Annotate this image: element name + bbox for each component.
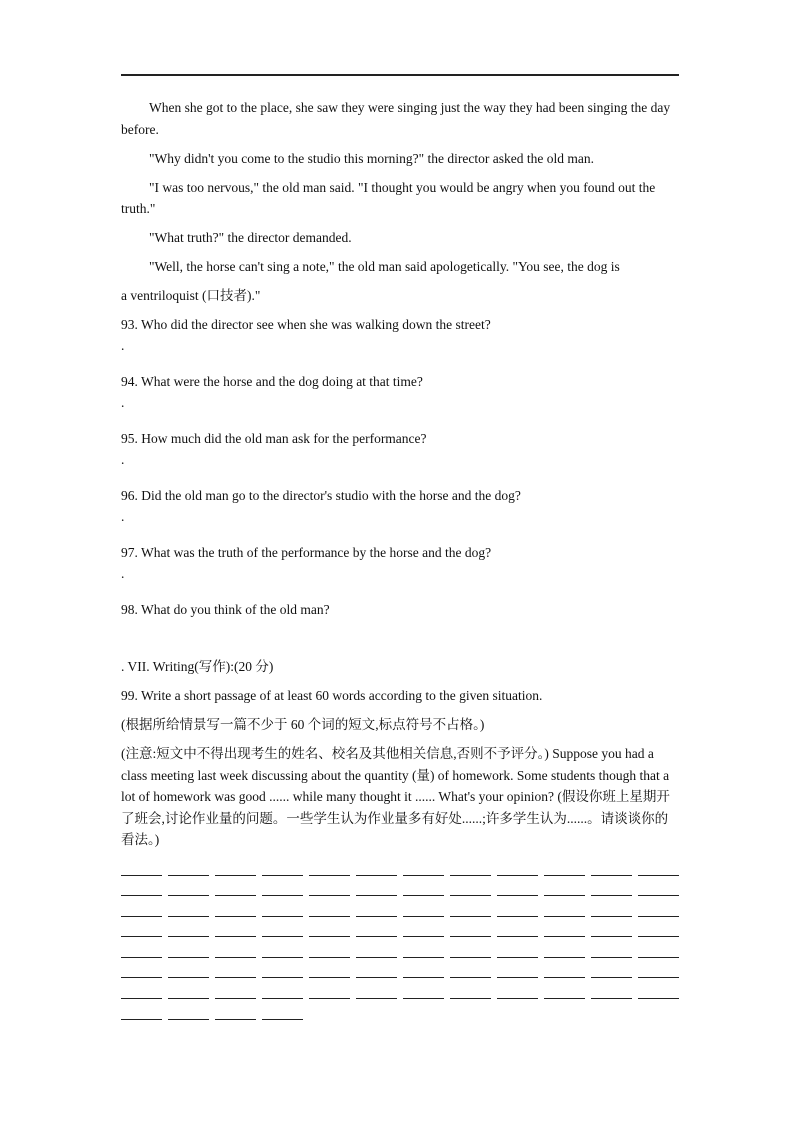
writing-blank[interactable] xyxy=(403,988,444,999)
question-94: 94. What were the horse and the dog doing at that time? xyxy=(121,374,423,389)
writing-blank[interactable] xyxy=(638,988,679,999)
writing-blank[interactable] xyxy=(121,865,162,876)
writing-blank[interactable] xyxy=(121,947,162,958)
answer-line-95[interactable]: . xyxy=(121,452,125,467)
writing-blank[interactable] xyxy=(121,885,162,896)
writing-blank[interactable] xyxy=(497,885,538,896)
writing-blank[interactable] xyxy=(497,926,538,937)
answer-line-93[interactable]: . xyxy=(121,338,125,353)
writing-blank[interactable] xyxy=(638,947,679,958)
writing-blank[interactable] xyxy=(309,926,350,937)
writing-blank[interactable] xyxy=(168,967,209,978)
writing-blank[interactable] xyxy=(121,967,162,978)
writing-blank[interactable] xyxy=(262,988,303,999)
writing-blank[interactable] xyxy=(168,926,209,937)
writing-blank[interactable] xyxy=(356,906,397,917)
writing-blank[interactable] xyxy=(215,967,256,978)
answer-line-97[interactable]: . xyxy=(121,566,125,581)
writing-blank[interactable] xyxy=(403,947,444,958)
writing-blank[interactable] xyxy=(497,967,538,978)
writing-blank[interactable] xyxy=(356,865,397,876)
question-98: 98. What do you think of the old man? xyxy=(121,602,330,617)
writing-blank[interactable] xyxy=(262,885,303,896)
writing-blank[interactable] xyxy=(168,865,209,876)
writing-blank[interactable] xyxy=(168,1009,209,1020)
writing-blank[interactable] xyxy=(403,865,444,876)
writing-blank[interactable] xyxy=(638,885,679,896)
answer-line-96[interactable]: . xyxy=(121,509,125,524)
writing-blank[interactable] xyxy=(403,926,444,937)
writing-blank[interactable] xyxy=(168,947,209,958)
question-93: 93. Who did the director see when she was walking down the street? xyxy=(121,317,491,332)
writing-blank[interactable] xyxy=(121,988,162,999)
writing-blank[interactable] xyxy=(309,988,350,999)
writing-blank[interactable] xyxy=(591,967,632,978)
writing-answer-blanks[interactable] xyxy=(121,863,679,1028)
writing-blank[interactable] xyxy=(591,906,632,917)
writing-blank[interactable] xyxy=(544,865,585,876)
writing-blank[interactable] xyxy=(168,988,209,999)
writing-blank[interactable] xyxy=(356,947,397,958)
writing-blank[interactable] xyxy=(215,906,256,917)
writing-blank[interactable] xyxy=(309,885,350,896)
writing-blank[interactable] xyxy=(591,926,632,937)
writing-blank[interactable] xyxy=(544,967,585,978)
writing-blank[interactable] xyxy=(591,947,632,958)
writing-instruction: (根据所给情景写一篇不少于 60 个词的短文,标点符号不占格。) xyxy=(121,717,485,732)
writing-blank[interactable] xyxy=(262,906,303,917)
writing-blank[interactable] xyxy=(403,906,444,917)
writing-blank[interactable] xyxy=(497,865,538,876)
passage-paragraph: "Well, the horse can't sing a note," the old man said apologetically. "You see, the dog is xyxy=(149,259,620,274)
writing-blank[interactable] xyxy=(168,906,209,917)
passage-paragraph: "I was too nervous," the old man said. "I thought you would be angry when you found out the truth." xyxy=(121,179,656,216)
writing-blank[interactable] xyxy=(262,967,303,978)
writing-blank[interactable] xyxy=(356,885,397,896)
writing-blank[interactable] xyxy=(262,1009,303,1020)
writing-situation: (注意:短文中不得出现考生的姓名、校名及其他相关信息,否则不予评分。) Suppose you had a class meeting last week discussing about the quantity (量) of homework. Some students though that a lot of homework was good ...... while many thought it ...... What's your opinion? (假设你班上星期开了班会,讨论作业量的问题。一些学生认为作业量多有好处......;许多学生认为......。请谈谈你的看法。) xyxy=(121,746,670,847)
writing-blank[interactable] xyxy=(121,906,162,917)
writing-blank[interactable] xyxy=(497,906,538,917)
writing-blank[interactable] xyxy=(544,926,585,937)
writing-blank[interactable] xyxy=(544,988,585,999)
writing-blank[interactable] xyxy=(262,865,303,876)
writing-section-title: . VII. Writing(写作):(20 分) xyxy=(121,659,274,674)
passage-paragraph: "What truth?" the director demanded. xyxy=(149,230,352,245)
writing-blank[interactable] xyxy=(121,926,162,937)
writing-blank[interactable] xyxy=(544,947,585,958)
writing-blank[interactable] xyxy=(262,947,303,958)
passage-paragraph: "Why didn't you come to the studio this morning?" the director asked the old man. xyxy=(149,150,594,166)
writing-blank[interactable] xyxy=(215,1009,256,1020)
writing-blank[interactable] xyxy=(497,988,538,999)
writing-blank[interactable] xyxy=(309,947,350,958)
writing-blank[interactable] xyxy=(450,885,491,896)
writing-blank[interactable] xyxy=(450,865,491,876)
writing-blank[interactable] xyxy=(309,906,350,917)
writing-blank[interactable] xyxy=(544,885,585,896)
passage-paragraph: a ventriloquist (口技者)." xyxy=(121,288,261,303)
writing-blank[interactable] xyxy=(450,926,491,937)
writing-blank[interactable] xyxy=(356,967,397,978)
question-97: 97. What was the truth of the performance by the horse and the dog? xyxy=(121,545,492,560)
writing-blank[interactable] xyxy=(309,865,350,876)
answer-line-94[interactable]: . xyxy=(121,395,125,410)
writing-blank[interactable] xyxy=(356,988,397,999)
writing-blank[interactable] xyxy=(497,947,538,958)
writing-blank[interactable] xyxy=(591,885,632,896)
writing-blank[interactable] xyxy=(450,988,491,999)
writing-blank[interactable] xyxy=(168,885,209,896)
writing-blank[interactable] xyxy=(215,926,256,937)
writing-blank[interactable] xyxy=(450,906,491,917)
answer-line-98[interactable] xyxy=(121,620,679,656)
writing-blank[interactable] xyxy=(215,885,256,896)
writing-blank[interactable] xyxy=(450,947,491,958)
writing-blank[interactable] xyxy=(215,865,256,876)
writing-blank[interactable] xyxy=(638,967,679,978)
question-96: 96. Did the old man go to the director's studio with the horse and the dog? xyxy=(121,488,521,503)
writing-blank[interactable] xyxy=(638,926,679,937)
writing-blank[interactable] xyxy=(403,885,444,896)
writing-blank[interactable] xyxy=(638,906,679,917)
header-rule xyxy=(121,74,679,76)
writing-blank[interactable] xyxy=(544,906,585,917)
passage-paragraph: When she got to the place, she saw they were singing just the way they had been singing the day before. xyxy=(121,100,671,137)
writing-blank[interactable] xyxy=(215,947,256,958)
writing-blank[interactable] xyxy=(591,988,632,999)
writing-blank[interactable] xyxy=(356,926,397,937)
question-95: 95. How much did the old man ask for the performance? xyxy=(121,431,427,446)
writing-blank[interactable] xyxy=(262,926,303,937)
writing-blank[interactable] xyxy=(403,967,444,978)
writing-blank[interactable] xyxy=(450,967,491,978)
writing-blank[interactable] xyxy=(215,988,256,999)
writing-blank[interactable] xyxy=(638,865,679,876)
writing-blank[interactable] xyxy=(591,865,632,876)
writing-blank[interactable] xyxy=(309,967,350,978)
writing-prompt: 99. Write a short passage of at least 60 words according to the given situation. xyxy=(121,688,543,703)
writing-blank[interactable] xyxy=(121,1009,162,1020)
document-body xyxy=(121,97,679,1027)
